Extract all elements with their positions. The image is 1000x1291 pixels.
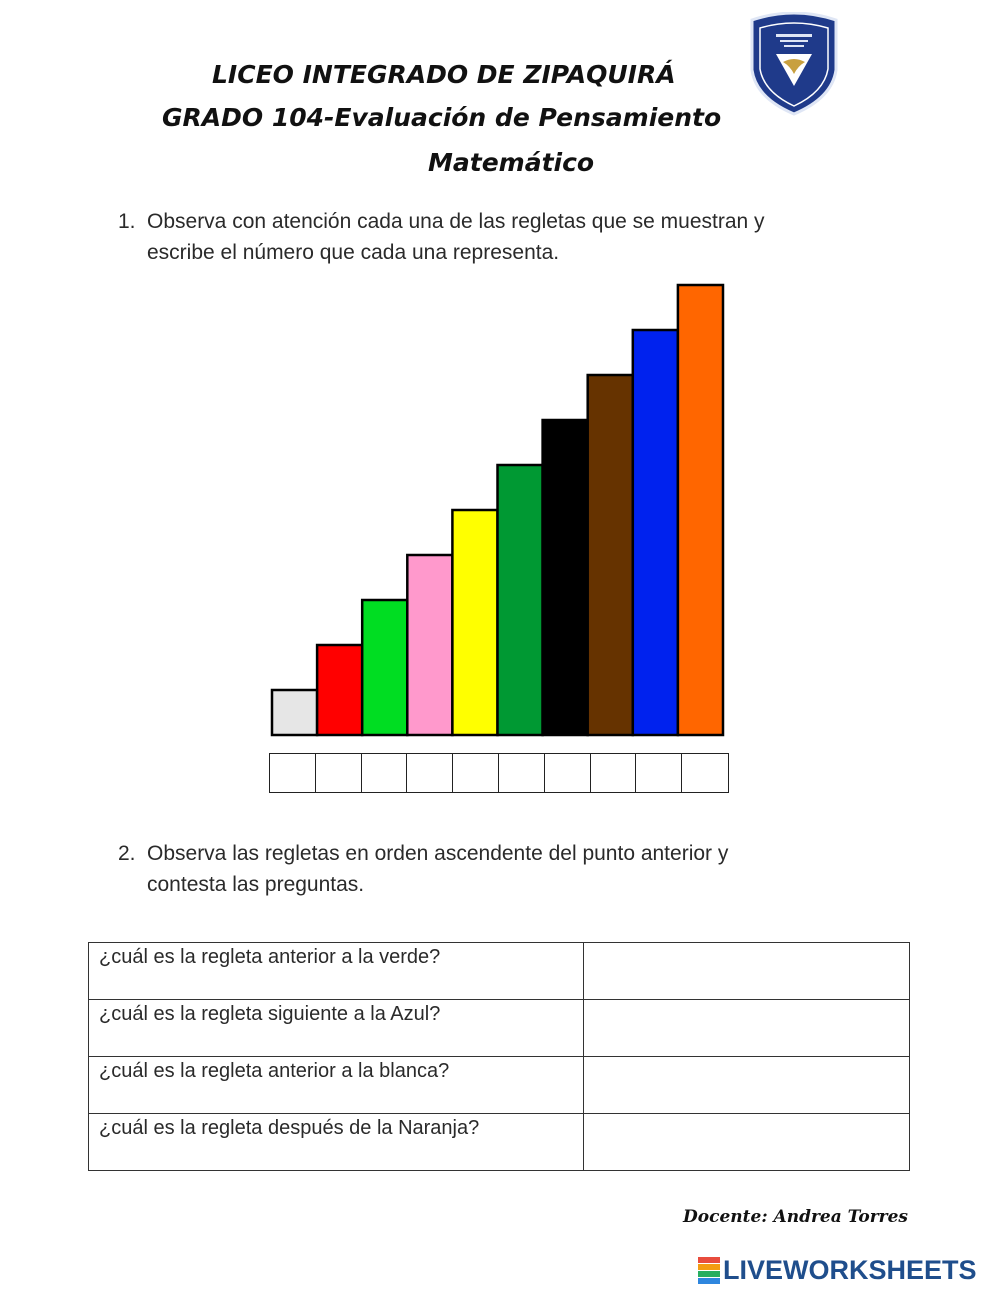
rod-answer-box[interactable] [453, 754, 499, 792]
brand-mark-stripe [698, 1257, 720, 1263]
rod-10 [678, 285, 723, 735]
rod-answer-boxes [269, 753, 729, 793]
question-2-text [147, 838, 728, 900]
liveworksheets-logo [698, 1255, 977, 1285]
questions-table [88, 942, 910, 1171]
evaluation-subject: Matemático [428, 148, 595, 177]
table-question: ¿cuál es la regleta siguiente a la Azul? [89, 1000, 584, 1057]
table-question: ¿cuál es la regleta anterior a la verde? [89, 943, 584, 1000]
table-question: ¿cuál es la regleta anterior a la blanca? [89, 1057, 584, 1114]
rod-answer-box[interactable] [636, 754, 682, 792]
rod-3 [362, 600, 407, 735]
table-row [89, 943, 910, 1000]
table-question: ¿cuál es la regleta después de la Naranja? [89, 1114, 584, 1171]
rod-answer-box[interactable] [545, 754, 591, 792]
rod-1 [272, 690, 317, 735]
rod-answer-box[interactable] [682, 754, 728, 792]
rod-answer-box[interactable] [270, 754, 316, 792]
liveworksheets-mark-icon [698, 1257, 720, 1283]
table-row [89, 1114, 910, 1171]
rod-answer-box[interactable] [407, 754, 453, 792]
school-name-heading: LICEO INTEGRADO DE ZIPAQUIRÁ [212, 60, 676, 89]
table-answer-cell[interactable] [583, 1057, 909, 1114]
question-1-line-1: Observa con atención cada una de las regletas que se muestran y [147, 210, 765, 233]
liveworksheets-wordmark: LIVEWORKSHEETS [723, 1254, 977, 1285]
evaluation-title: GRADO 104-Evaluación de Pensamiento [162, 103, 722, 132]
rod-4 [407, 555, 452, 735]
question-1-line-2: escribe el número que cada una representa. [147, 241, 560, 264]
rod-answer-box[interactable] [499, 754, 545, 792]
rod-6 [498, 465, 543, 735]
question-2-line-1: Observa las regletas en orden ascendente del punto anterior y [147, 842, 729, 865]
table-row [89, 1000, 910, 1057]
table-row [89, 1057, 910, 1114]
rod-5 [452, 510, 497, 735]
question-1-number: 1. [118, 210, 136, 233]
rod-answer-box[interactable] [362, 754, 408, 792]
table-answer-cell[interactable] [583, 1114, 909, 1171]
question-2 [118, 838, 908, 902]
table-answer-cell[interactable] [583, 1000, 909, 1057]
brand-mark-stripe [698, 1271, 720, 1277]
rod-9 [633, 330, 678, 735]
rod-answer-box[interactable] [316, 754, 362, 792]
brand-mark-stripe [698, 1278, 720, 1284]
table-answer-cell[interactable] [583, 943, 909, 1000]
teacher-name: Docente: Andrea Torres [683, 1207, 908, 1227]
rod-7 [543, 420, 588, 735]
rod-2 [317, 645, 362, 735]
question-2-number: 2. [118, 842, 136, 865]
rod-answer-box[interactable] [591, 754, 637, 792]
rod-8 [588, 375, 633, 735]
question-2-line-2: contesta las preguntas. [147, 873, 365, 896]
brand-mark-stripe [698, 1264, 720, 1270]
